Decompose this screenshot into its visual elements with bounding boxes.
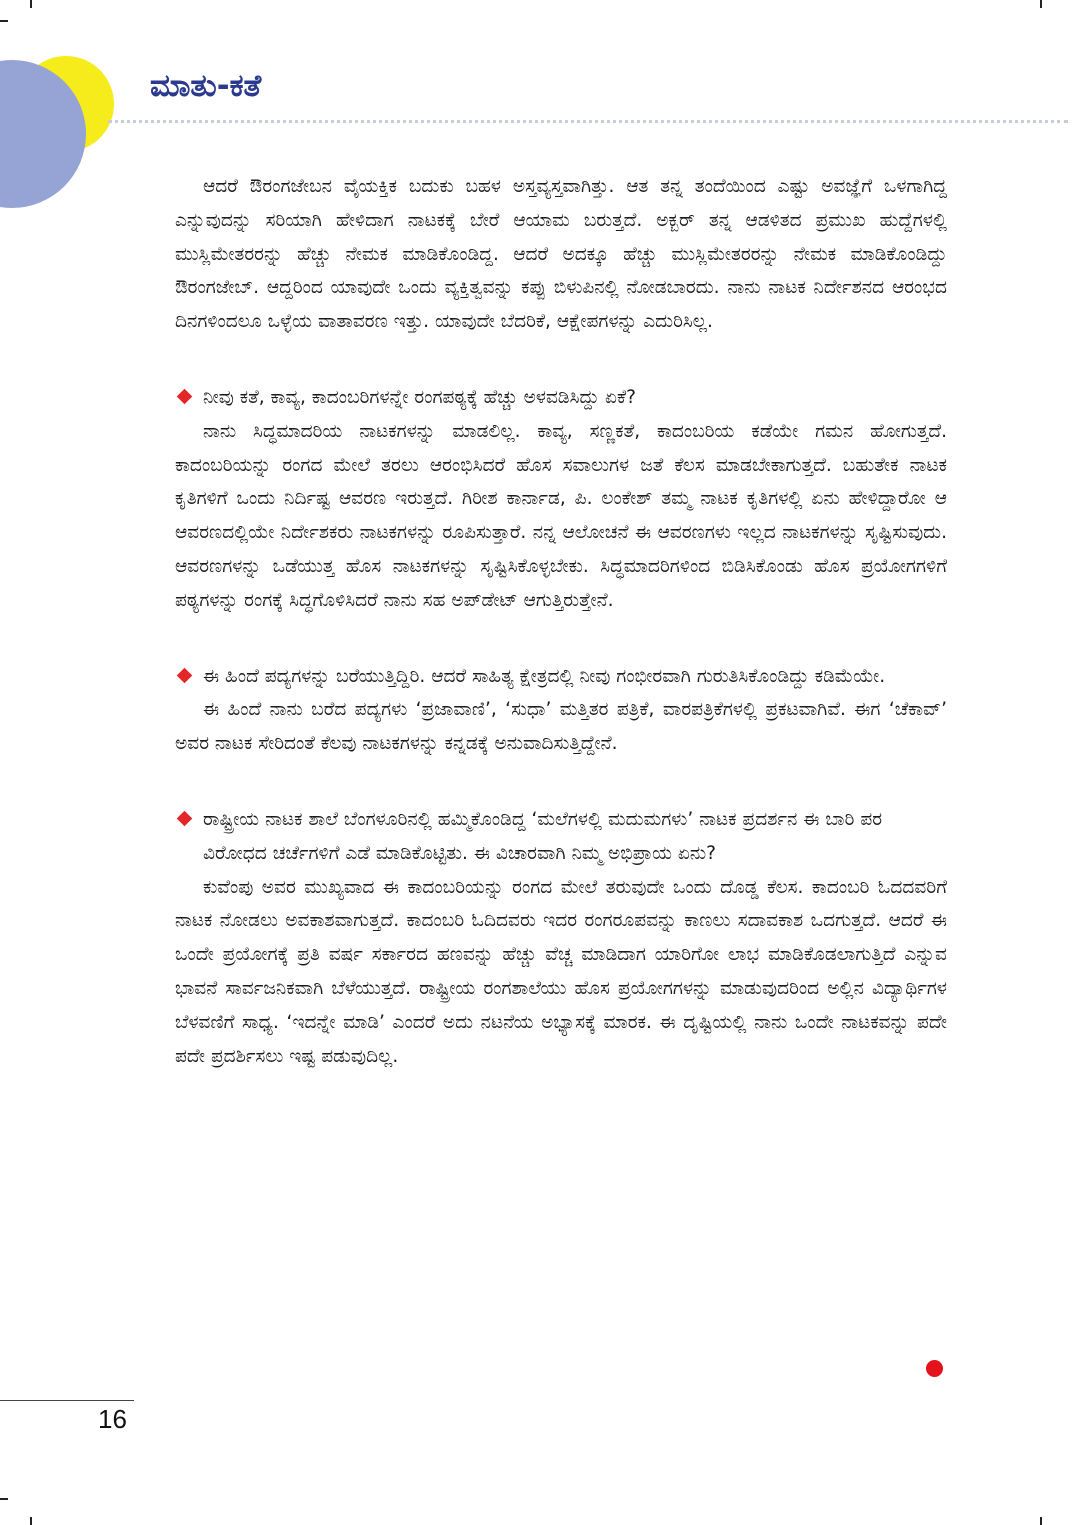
question-3-text: ರಾಷ್ಟ್ರೀಯ ನಾಟಕ ಶಾಲೆ ಬೆಂಗಳೂರಿನಲ್ಲಿ ಹಮ್ಮಿಕೊಂಡಿದ್ದ ‘ಮಲೆಗಳಲ್ಲಿ ಮದುಮಗಳು’ ನಾಟಕ ಪ್ರದರ್ಶನ ಈ ಬಾರಿ ಪರ ವಿರೋಧದ ಚರ್ಚೆಗಳಿಗೆ ಎಡೆ ಮಾಡಿಕೊಟ್ಟಿತು. ಈ ವಿಚಾರವಾಗಿ ನಿಮ್ಮ ಅಭಿಪ್ರಾಯ ಏನು?	[203, 808, 883, 864]
crop-mark-top-left-h	[0, 20, 8, 22]
diamond-bullet-icon	[177, 389, 193, 405]
diamond-bullet-icon	[177, 811, 193, 827]
question-2	[175, 660, 947, 694]
intro-paragraph: ಆದರೆ ಔರಂಗಜೇಬನ ವೈಯಕ್ತಿಕ ಬದುಕು ಬಹಳ ಅಸ್ತವ್ಯಸ್ತವಾಗಿತ್ತು. ಆತ ತನ್ನ ತಂದೆಯಿಂದ ಎಷ್ಟು ಅವಜ್ಞೆಗೆ ಒಳಗಾಗಿದ್ದ ಎನ್ನುವುದನ್ನು ಸರಿಯಾಗಿ ಹೇಳಿದಾಗ ನಾಟಕಕ್ಕೆ ಬೇರೆ ಆಯಾಮ ಬರುತ್ತದೆ. ಅಕ್ಬರ್ ತನ್ನ ಆಡಳಿತದ ಪ್ರಮುಖ ಹುದ್ದೆಗಳಲ್ಲಿ ಮುಸ್ಲಿಮೇತರರನ್ನು ಹೆಚ್ಚು ನೇಮಕ ಮಾಡಿಕೊಂಡಿದ್ದ. ಆದರೆ ಅದಕ್ಕೂ ಹೆಚ್ಚು ಮುಸ್ಲಿಮೇತರರನ್ನು ನೇಮಕ ಮಾಡಿಕೊಂಡಿದ್ದು ಔರಂಗಜೇಬ್. ಆದ್ದರಿಂದ ಯಾವುದೇ ಒಂದು ವ್ಯಕ್ತಿತ್ವವನ್ನು ಕಪ್ಪು ಬಿಳುಪಿನಲ್ಲಿ ನೋಡಬಾರದು. ನಾನು ನಾಟಕ ನಿರ್ದೇಶನದ ಆರಂಭದ ದಿನಗಳಿಂದಲೂ ಒಳ್ಳೆಯ ವಾತಾವರಣ ಇತ್ತು. ಯಾವುದೇ ಬೆದರಿಕೆ, ಆಕ್ಷೇಪಗಳನ್ನು ಎದುರಿಸಿಲ್ಲ.	[175, 176, 947, 333]
section-title: ಮಾತು-ಕತೆ	[150, 68, 262, 104]
question-1-text: ನೀವು ಕತೆ, ಕಾವ್ಯ, ಕಾದಂಬರಿಗಳನ್ನೇ ರಂಗಪಠ್ಯಕ್ಕೆ ಹೆಚ್ಚು ಅಳವಡಿಸಿದ್ದು ಏಕೆ?	[203, 386, 637, 408]
answer-2: ಈ ಹಿಂದೆ ನಾನು ಬರೆದ ಪದ್ಯಗಳು ‘ಪ್ರಜಾವಾಣಿ’, ‘ಸುಧಾ’ ಮತ್ತಿತರ ಪತ್ರಿಕೆ, ವಾರಪತ್ರಿಕೆಗಳಲ್ಲಿ ಪ್ರಕಟವಾಗಿವೆ. ಈಗ ‘ಚೆಕಾವ್’ ಅವರ ನಾಟಕ ಸೇರಿದಂತೆ ಕೆಲವು ನಾಟಕಗಳನ್ನು ಕನ್ನಡಕ್ಕೆ ಅನುವಾದಿಸುತ್ತಿದ್ದೇನೆ.	[175, 699, 947, 755]
article-body	[175, 170, 947, 1115]
qa-block-3	[175, 803, 947, 1073]
crop-mark-bottom-left	[30, 1517, 32, 1525]
question-1	[175, 381, 947, 415]
footer-rule	[0, 1400, 134, 1401]
crop-mark-bottom-right	[1040, 1517, 1042, 1525]
answer-1: ನಾನು ಸಿದ್ಧಮಾದರಿಯ ನಾಟಕಗಳನ್ನು ಮಾಡಲಿಲ್ಲ. ಕಾವ್ಯ, ಸಣ್ಣಕತೆ, ಕಾದಂಬರಿಯ ಕಡೆಯೇ ಗಮನ ಹೋಗುತ್ತದೆ. ಕಾದಂಬರಿಯನ್ನು ರಂಗದ ಮೇಲೆ ತರಲು ಆರಂಭಿಸಿದರೆ ಹೊಸ ಸವಾಲುಗಳ ಜತೆ ಕೆಲಸ ಮಾಡಬೇಕಾಗುತ್ತದೆ. ಬಹುತೇಕ ನಾಟಕ ಕೃತಿಗಳಿಗೆ ಒಂದು ನಿರ್ದಿಷ್ಟ ಆವರಣ ಇರುತ್ತದೆ. ಗಿರೀಶ ಕಾರ್ನಾಡ, ಪಿ. ಲಂಕೇಶ್ ತಮ್ಮ ನಾಟಕ ಕೃತಿಗಳಲ್ಲಿ ಏನು ಹೇಳಿದ್ದಾರೋ ಆ ಆವರಣದಲ್ಲಿಯೇ ನಿರ್ದೇಶಕರು ನಾಟಕಗಳನ್ನು ರೂಪಿಸುತ್ತಾರೆ. ನನ್ನ ಆಲೋಚನೆ ಈ ಆವರಣಗಳು ಇಲ್ಲದ ನಾಟಕಗಳನ್ನು ಸೃಷ್ಟಿಸುವುದು. ಆವರಣಗಳನ್ನು ಒಡೆಯುತ್ತ ಹೊಸ ನಾಟಕಗಳನ್ನು ಸೃಷ್ಟಿಸಿಕೊಳ್ಳಬೇಕು. ಸಿದ್ಧಮಾದರಿಗಳಿಂದ ಬಿಡಿಸಿಕೊಂಡು ಹೊಸ ಪ್ರಯೋಗಗಳಿಗೆ ಪಠ್ಯಗಳನ್ನು ರಂಗಕ್ಕೆ ಸಿದ್ಧಗೊಳಿಸಿದರೆ ನಾನು ಸಹ ಅಪ್‌ಡೇಟ್ ಆಗುತ್ತಿರುತ್ತೇನೆ.	[175, 420, 947, 611]
crop-mark-bottom-left-h	[0, 1498, 8, 1500]
crop-mark-top-right	[1040, 0, 1042, 8]
question-2-text: ಈ ಹಿಂದೆ ಪದ್ಯಗಳನ್ನು ಬರೆಯುತ್ತಿದ್ದಿರಿ. ಆದರೆ ಸಾಹಿತ್ಯ ಕ್ಷೇತ್ರದಲ್ಲಿ ನೀವು ಗಂಭೀರವಾಗಿ ಗುರುತಿಸಿಕೊಂಡಿದ್ದು ಕಡಿಮೆಯೇ.	[203, 665, 886, 687]
qa-block-1	[175, 381, 947, 618]
question-3	[175, 803, 947, 871]
header-dotted-rule	[108, 120, 1068, 123]
page-number: 16	[98, 1404, 127, 1434]
end-of-article-dot	[926, 1360, 943, 1377]
answer-3: ಕುವೆಂಪು ಅವರ ಮುಖ್ಯವಾದ ಈ ಕಾದಂಬರಿಯನ್ನು ರಂಗದ ಮೇಲೆ ತರುವುದೇ ಒಂದು ದೊಡ್ಡ ಕೆಲಸ. ಕಾದಂಬರಿ ಓದದವರಿಗೆ ನಾಟಕ ನೋಡಲು ಅವಕಾಶವಾಗುತ್ತದೆ. ಕಾದಂಬರಿ ಓದಿದವರು ಇದರ ರಂಗರೂಪವನ್ನು ಕಾಣಲು ಸದಾವಕಾಶ ಒದಗುತ್ತದೆ. ಆದರೆ ಈ ಒಂದೇ ಪ್ರಯೋಗಕ್ಕೆ ಪ್ರತಿ ವರ್ಷ ಸರ್ಕಾರದ ಹಣವನ್ನು ಹೆಚ್ಚು ವೆಚ್ಚ ಮಾಡಿದಾಗ ಯಾರಿಗೋ ಲಾಭ ಮಾಡಿಕೊಡಲಾಗುತ್ತಿದೆ ಎನ್ನುವ ಭಾವನೆ ಸಾರ್ವಜನಿಕವಾಗಿ ಬೆಳೆಯುತ್ತದೆ. ರಾಷ್ಟ್ರೀಯ ರಂಗಶಾಲೆಯು ಹೊಸ ಪ್ರಯೋಗಗಳನ್ನು ಮಾಡುವುದರಿಂದ ಅಲ್ಲಿನ ವಿದ್ಯಾರ್ಥಿಗಳ ಬೆಳವಣಿಗೆ ಸಾಧ್ಯ. ‘ಇದನ್ನೇ ಮಾಡಿ’ ಎಂದರೆ ಅದು ನಟನೆಯ ಅಭ್ಯಾಸಕ್ಕೆ ಮಾರಕ. ಈ ದೃಷ್ಟಿಯಲ್ಲಿ ನಾನು ಒಂದೇ ನಾಟಕವನ್ನು ಪದೇ ಪದೇ ಪ್ರದರ್ಶಿಸಲು ಇಷ್ಟ ಪಡುವುದಿಲ್ಲ.	[175, 876, 947, 1067]
crop-mark-top-left	[30, 0, 32, 8]
qa-block-2	[175, 660, 947, 761]
diamond-bullet-icon	[177, 667, 193, 683]
